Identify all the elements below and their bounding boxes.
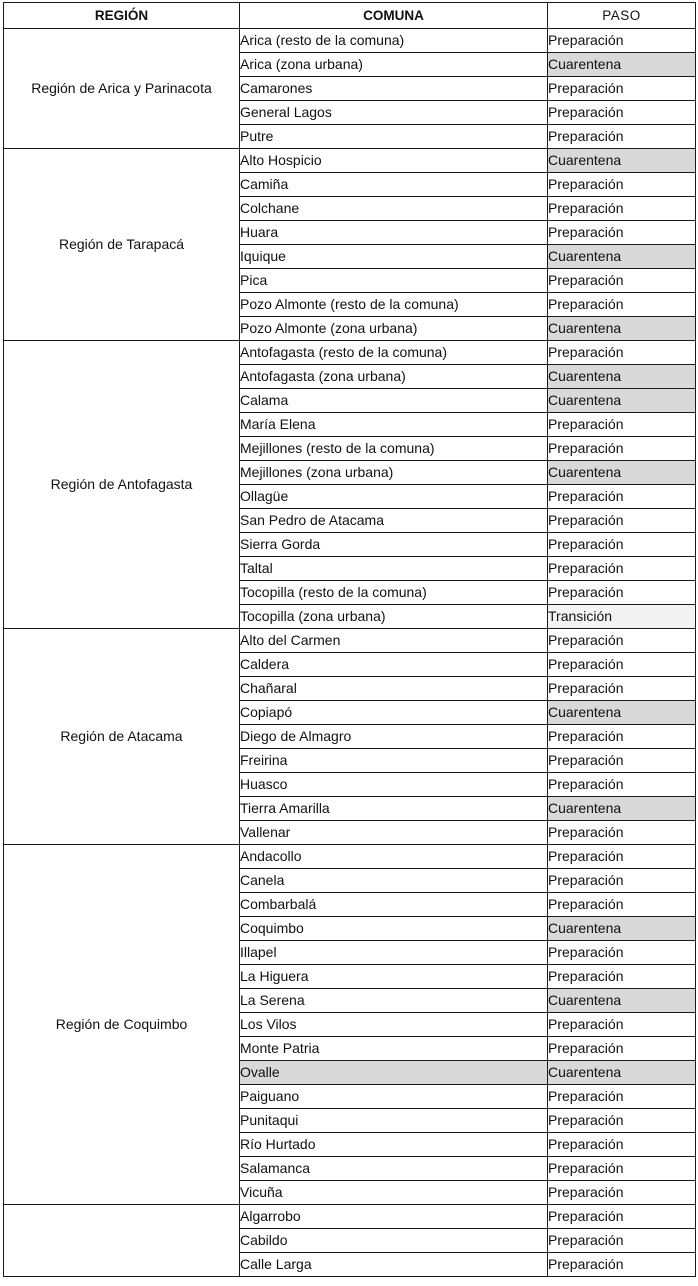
comuna-cell: Salamanca <box>240 1157 548 1181</box>
comuna-cell: Chañaral <box>240 677 548 701</box>
paso-cell: Preparación <box>548 197 696 221</box>
region-cell <box>4 1205 240 1277</box>
paso-cell: Cuarentena <box>548 53 696 77</box>
paso-cell: Preparación <box>548 1253 696 1277</box>
paso-cell: Cuarentena <box>548 701 696 725</box>
comuna-cell: Camiña <box>240 173 548 197</box>
comuna-cell: Tocopilla (resto de la comuna) <box>240 581 548 605</box>
paso-cell: Preparación <box>548 341 696 365</box>
comuna-cell: Canela <box>240 869 548 893</box>
paso-cell: Transición <box>548 605 696 629</box>
comuna-cell: General Lagos <box>240 101 548 125</box>
comuna-cell: Ovalle <box>240 1061 548 1085</box>
comuna-cell: Andacollo <box>240 845 548 869</box>
paso-cell: Preparación <box>548 485 696 509</box>
paso-cell: Preparación <box>548 629 696 653</box>
paso-cell: Preparación <box>548 893 696 917</box>
comuna-cell: Caldera <box>240 653 548 677</box>
region-cell: Región de Antofagasta <box>4 341 240 629</box>
paso-cell: Preparación <box>548 1205 696 1229</box>
comuna-cell: Huasco <box>240 773 548 797</box>
table-row <box>4 845 696 869</box>
region-cell: Región de Arica y Parinacota <box>4 29 240 149</box>
paso-cell: Cuarentena <box>548 989 696 1013</box>
header-region: REGIÓN <box>4 3 240 29</box>
comuna-cell: Tierra Amarilla <box>240 797 548 821</box>
paso-cell: Cuarentena <box>548 365 696 389</box>
table-row <box>4 629 696 653</box>
paso-cell: Preparación <box>548 1013 696 1037</box>
region-cell: Región de Coquimbo <box>4 845 240 1205</box>
comuna-cell: Río Hurtado <box>240 1133 548 1157</box>
paso-cell: Preparación <box>548 941 696 965</box>
comuna-cell: Diego de Almagro <box>240 725 548 749</box>
comuna-cell: Illapel <box>240 941 548 965</box>
comuna-cell: Ollagüe <box>240 485 548 509</box>
comuna-cell: Putre <box>240 125 548 149</box>
comuna-cell: Coquimbo <box>240 917 548 941</box>
paso-cell: Cuarentena <box>548 149 696 173</box>
paso-cell: Preparación <box>548 29 696 53</box>
paso-cell: Preparación <box>548 725 696 749</box>
paso-cell: Cuarentena <box>548 1061 696 1085</box>
paso-cell: Cuarentena <box>548 797 696 821</box>
paso-cell: Preparación <box>548 653 696 677</box>
paso-cell: Preparación <box>548 173 696 197</box>
paso-cell: Preparación <box>548 557 696 581</box>
comuna-cell: Vicuña <box>240 1181 548 1205</box>
comuna-cell: Alto Hospicio <box>240 149 548 173</box>
paso-cell: Preparación <box>548 965 696 989</box>
paso-cell: Preparación <box>548 773 696 797</box>
comuna-cell: Arica (zona urbana) <box>240 53 548 77</box>
comuna-cell: María Elena <box>240 413 548 437</box>
comuna-cell: Antofagasta (zona urbana) <box>240 365 548 389</box>
comuna-cell: Punitaqui <box>240 1109 548 1133</box>
paso-cell: Preparación <box>548 293 696 317</box>
comuna-cell: Combarbalá <box>240 893 548 917</box>
paso-cell: Preparación <box>548 677 696 701</box>
paso-cell: Preparación <box>548 1229 696 1253</box>
header-paso: PASO <box>548 3 696 29</box>
paso-cell: Preparación <box>548 1085 696 1109</box>
paso-cell: Cuarentena <box>548 917 696 941</box>
table-row <box>4 341 696 365</box>
comuna-cell: Sierra Gorda <box>240 533 548 557</box>
paso-cell: Preparación <box>548 749 696 773</box>
paso-cell: Cuarentena <box>548 389 696 413</box>
comuna-cell: Colchane <box>240 197 548 221</box>
header-comuna: COMUNA <box>240 3 548 29</box>
table-row <box>4 29 696 53</box>
paso-cell: Preparación <box>548 437 696 461</box>
paso-cell: Preparación <box>548 821 696 845</box>
paso-cell: Preparación <box>548 1109 696 1133</box>
comuna-cell: Paiguano <box>240 1085 548 1109</box>
comuna-cell: Tocopilla (zona urbana) <box>240 605 548 629</box>
comuna-cell: Antofagasta (resto de la comuna) <box>240 341 548 365</box>
comuna-cell: Pozo Almonte (resto de la comuna) <box>240 293 548 317</box>
paso-cell: Cuarentena <box>548 461 696 485</box>
comuna-cell: Iquique <box>240 245 548 269</box>
comuna-cell: San Pedro de Atacama <box>240 509 548 533</box>
comuna-cell: Huara <box>240 221 548 245</box>
paso-cell: Preparación <box>548 125 696 149</box>
comuna-cell: Algarrobo <box>240 1205 548 1229</box>
table-row <box>4 149 696 173</box>
comuna-cell: La Higuera <box>240 965 548 989</box>
comuna-cell: La Serena <box>240 989 548 1013</box>
paso-cell: Preparación <box>548 1037 696 1061</box>
region-cell: Región de Tarapacá <box>4 149 240 341</box>
comuna-cell: Alto del Carmen <box>240 629 548 653</box>
paso-cell: Preparación <box>548 533 696 557</box>
paso-cell: Preparación <box>548 101 696 125</box>
paso-cell: Preparación <box>548 413 696 437</box>
comuna-cell: Camarones <box>240 77 548 101</box>
region-cell: Región de Atacama <box>4 629 240 845</box>
paso-cell: Preparación <box>548 509 696 533</box>
paso-cell: Cuarentena <box>548 317 696 341</box>
header-row <box>4 3 696 29</box>
paso-cell: Preparación <box>548 269 696 293</box>
paso-cell: Preparación <box>548 581 696 605</box>
paso-cell: Preparación <box>548 1133 696 1157</box>
comuna-cell: Monte Patria <box>240 1037 548 1061</box>
paso-cell: Preparación <box>548 1181 696 1205</box>
paso-cell: Preparación <box>548 869 696 893</box>
paso-cell: Preparación <box>548 77 696 101</box>
paso-cell: Preparación <box>548 845 696 869</box>
comuna-cell: Copiapó <box>240 701 548 725</box>
comuna-cell: Calle Larga <box>240 1253 548 1277</box>
comuna-cell: Pozo Almonte (zona urbana) <box>240 317 548 341</box>
paso-cell: Preparación <box>548 1157 696 1181</box>
comuna-cell: Mejillones (zona urbana) <box>240 461 548 485</box>
comunas-table <box>3 2 696 1277</box>
paso-cell: Preparación <box>548 221 696 245</box>
comuna-cell: Cabildo <box>240 1229 548 1253</box>
comuna-cell: Los Vilos <box>240 1013 548 1037</box>
paso-cell: Cuarentena <box>548 245 696 269</box>
comuna-cell: Taltal <box>240 557 548 581</box>
comuna-cell: Pica <box>240 269 548 293</box>
table-body <box>4 29 696 1277</box>
comuna-cell: Freirina <box>240 749 548 773</box>
comuna-cell: Arica (resto de la comuna) <box>240 29 548 53</box>
table-row <box>4 1205 696 1229</box>
comuna-cell: Mejillones (resto de la comuna) <box>240 437 548 461</box>
comuna-cell: Calama <box>240 389 548 413</box>
comuna-cell: Vallenar <box>240 821 548 845</box>
